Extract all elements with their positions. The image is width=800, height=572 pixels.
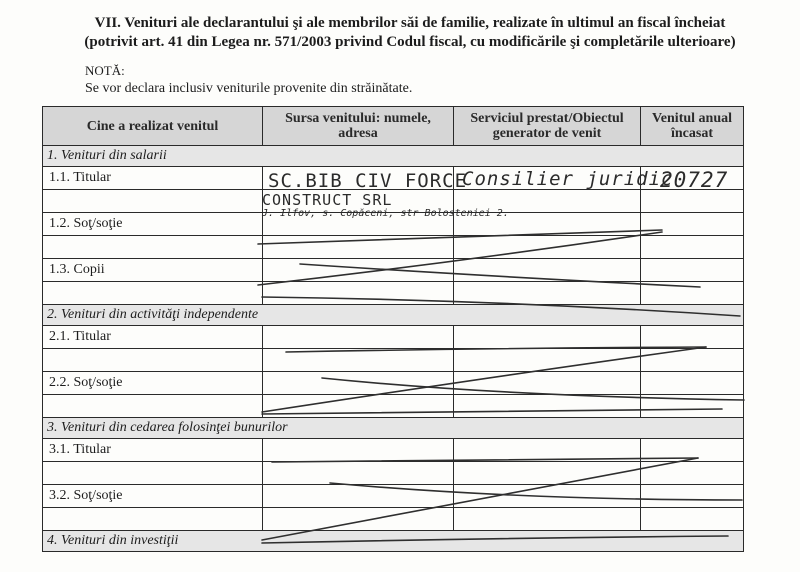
table-cell	[641, 372, 744, 395]
handwritten-income: 20727	[660, 168, 729, 192]
table-cell	[641, 349, 744, 372]
table-cell	[454, 259, 641, 282]
table-row	[43, 282, 744, 305]
nota-text: Se vor declara inclusiv veniturile provenite din străinătate.	[85, 81, 413, 96]
table-cell	[263, 349, 454, 372]
row-label	[43, 395, 263, 418]
table-cell	[263, 282, 454, 305]
table-cell	[263, 259, 454, 282]
table-cell	[263, 462, 454, 485]
table-cell	[641, 282, 744, 305]
table-cell	[641, 213, 744, 236]
table-cell	[263, 372, 454, 395]
table-row	[43, 259, 744, 282]
section-row	[43, 531, 744, 552]
table-cell	[454, 485, 641, 508]
table-cell	[641, 462, 744, 485]
table-cell	[641, 326, 744, 349]
handwritten-source-name-continued: CONSTRUCT SRL	[262, 191, 393, 209]
table-cell	[641, 439, 744, 462]
section-row	[43, 146, 744, 167]
row-label: 2.1. Titular	[43, 326, 263, 349]
table-row	[43, 439, 744, 462]
table-row	[43, 485, 744, 508]
row-label: 3.1. Titular	[43, 439, 263, 462]
row-label	[43, 508, 263, 531]
table-cell	[263, 326, 454, 349]
table-cell	[454, 372, 641, 395]
section-label: 3. Venituri din cedarea folosinţei bunurilor	[43, 418, 744, 439]
row-label: 3.2. Soţ/soţie	[43, 485, 263, 508]
row-label: 1.3. Copii	[43, 259, 263, 282]
section-label: 2. Venituri din activităţi independente	[43, 305, 744, 326]
table-header-row	[43, 107, 744, 146]
table-cell	[454, 462, 641, 485]
handwritten-service: Consilier juridic	[462, 168, 674, 190]
section-label: 4. Venituri din investiţii	[43, 531, 744, 552]
table-row	[43, 372, 744, 395]
table-cell	[454, 508, 641, 531]
table-row	[43, 326, 744, 349]
table-cell	[454, 236, 641, 259]
table-cell	[641, 508, 744, 531]
table-cell	[641, 395, 744, 418]
table-cell	[454, 439, 641, 462]
table-cell	[454, 395, 641, 418]
column-header: Venitul anual încasat	[641, 107, 744, 146]
row-label	[43, 349, 263, 372]
handwritten-source-address: J. Ilfov, s. Copăceni, str Bolosteniei 2.	[262, 208, 509, 219]
row-label	[43, 190, 263, 213]
row-label: 2.2. Soţ/soţie	[43, 372, 263, 395]
section-row	[43, 305, 744, 326]
section-subtitle: (potrivit art. 41 din Legea nr. 571/2003 privind Codul fiscal, cu modificările şi completările ulterioare)	[84, 34, 736, 50]
table-cell	[641, 259, 744, 282]
row-label: 1.1. Titular	[43, 167, 263, 190]
table-cell	[454, 282, 641, 305]
table-cell	[641, 485, 744, 508]
table-row	[43, 508, 744, 531]
row-label: 1.2. Soţ/soţie	[43, 213, 263, 236]
section-label: 1. Venituri din salarii	[43, 146, 744, 167]
table-cell	[263, 395, 454, 418]
table-cell	[263, 508, 454, 531]
table-cell	[641, 190, 744, 213]
table-cell	[263, 236, 454, 259]
section-title: VII. Venituri ale declarantului şi ale membrilor săi de familie, realizate în ultimul an fiscal încheiat	[94, 15, 726, 31]
row-label	[43, 462, 263, 485]
section-row	[43, 418, 744, 439]
table-cell	[263, 439, 454, 462]
table-row	[43, 462, 744, 485]
table-cell	[641, 236, 744, 259]
handwritten-source-name: SC.BIB CIV FORCE	[268, 170, 468, 192]
table-cell	[454, 326, 641, 349]
table-cell	[263, 485, 454, 508]
column-header: Serviciul prestat/Obiectul generator de venit	[454, 107, 641, 146]
table-row	[43, 349, 744, 372]
column-header: Sursa venitului: numele, adresa	[263, 107, 454, 146]
nota-label: NOTĂ:	[85, 63, 125, 78]
column-header: Cine a realizat venitul	[43, 107, 263, 146]
row-label	[43, 282, 263, 305]
table-row	[43, 395, 744, 418]
row-label	[43, 236, 263, 259]
table-row	[43, 236, 744, 259]
table-cell	[454, 349, 641, 372]
